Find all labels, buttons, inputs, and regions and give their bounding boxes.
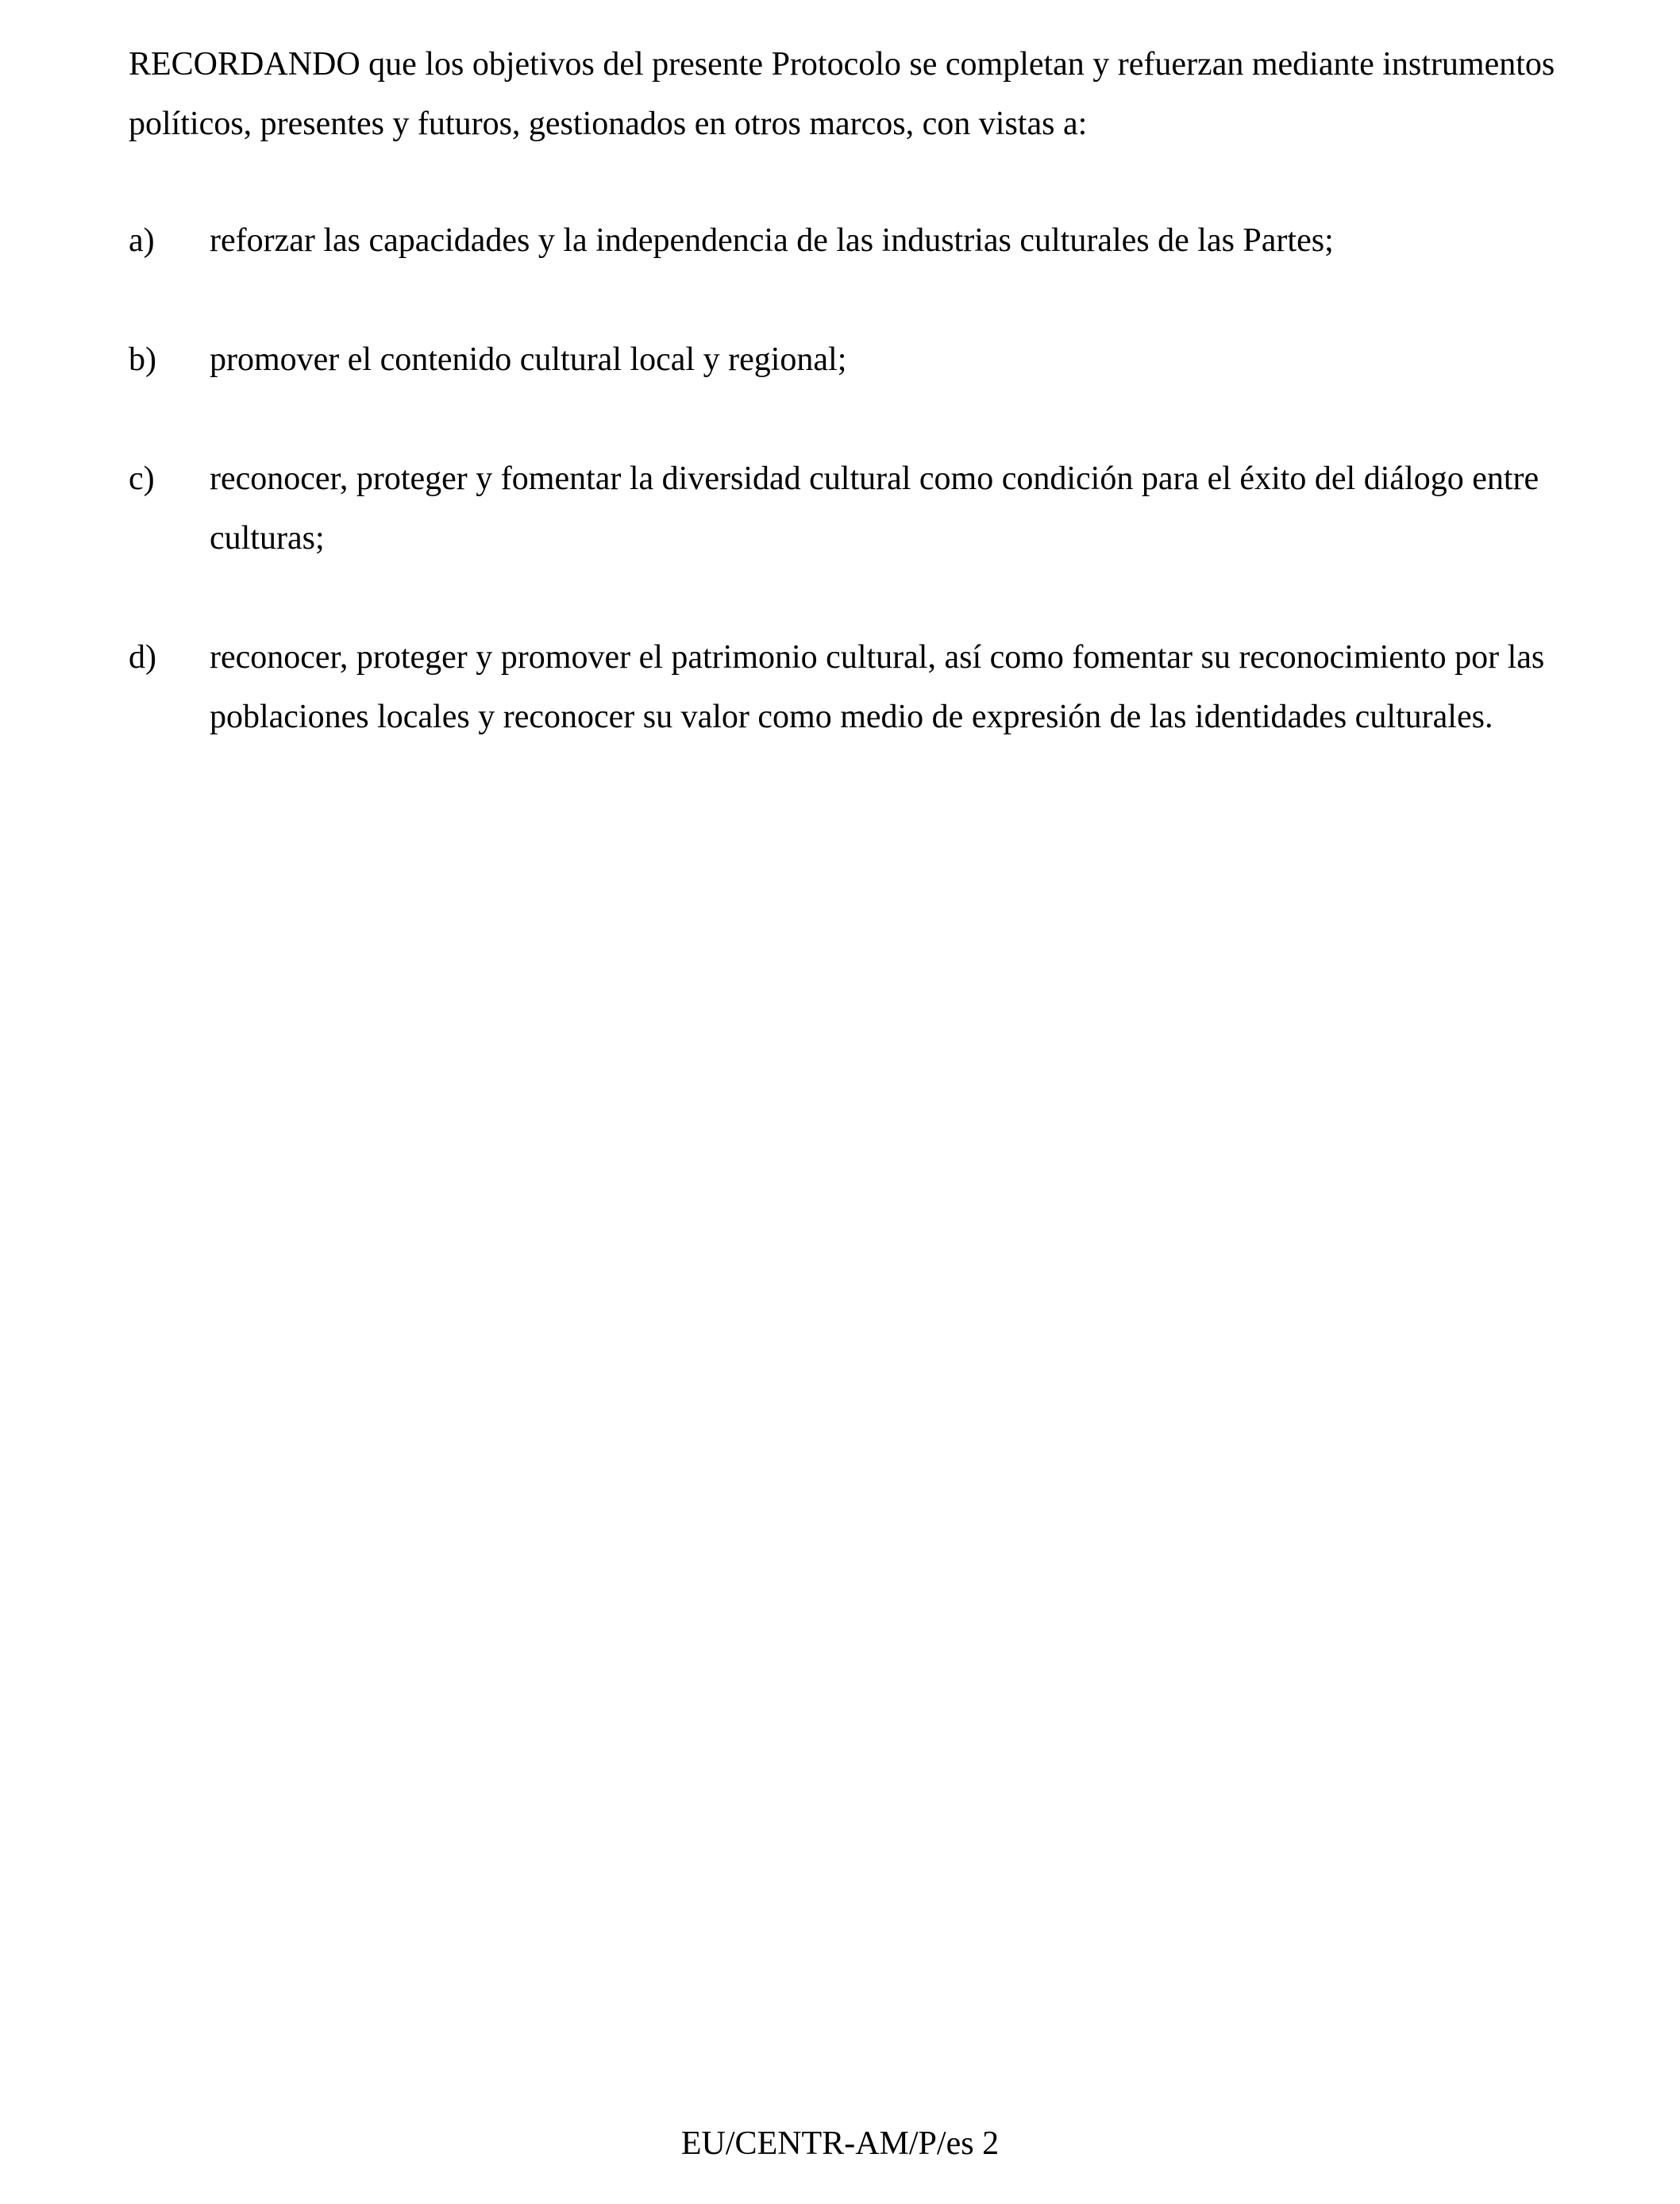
list-item-c [129, 449, 1589, 568]
list-marker: d) [129, 639, 156, 676]
page-footer: EU/CENTR-AM/P/es 2 [680, 2125, 1000, 2162]
list-item-text: reforzar las capacidades y la independencia de las industrias culturales de las Partes; [210, 222, 1334, 259]
list-marker: b) [129, 341, 156, 378]
list-item-text: reconocer, proteger y promover el patrimonio cultural, así como fomentar su reconocimiento por las poblaciones locales y reconocer su valor como medio de expresión de las identidades culturales. [210, 639, 1545, 735]
list-marker: c) [129, 460, 155, 497]
list-item-b [129, 330, 1589, 390]
list-item-d [129, 628, 1589, 747]
list-item-a [129, 211, 1589, 271]
list-marker: a) [129, 222, 155, 259]
intro-paragraph: RECORDANDO que los objetivos del presente Protocolo se completan y refuerzan mediante instrumentos políticos, presentes y futuros, gestionados en otros marcos, con vistas a: [129, 46, 1555, 142]
list-item-text: promover el contenido cultural local y regional; [210, 341, 847, 378]
list-item-text: reconocer, proteger y fomentar la diversidad cultural como condición para el éxito del diálogo entre culturas; [210, 460, 1539, 557]
